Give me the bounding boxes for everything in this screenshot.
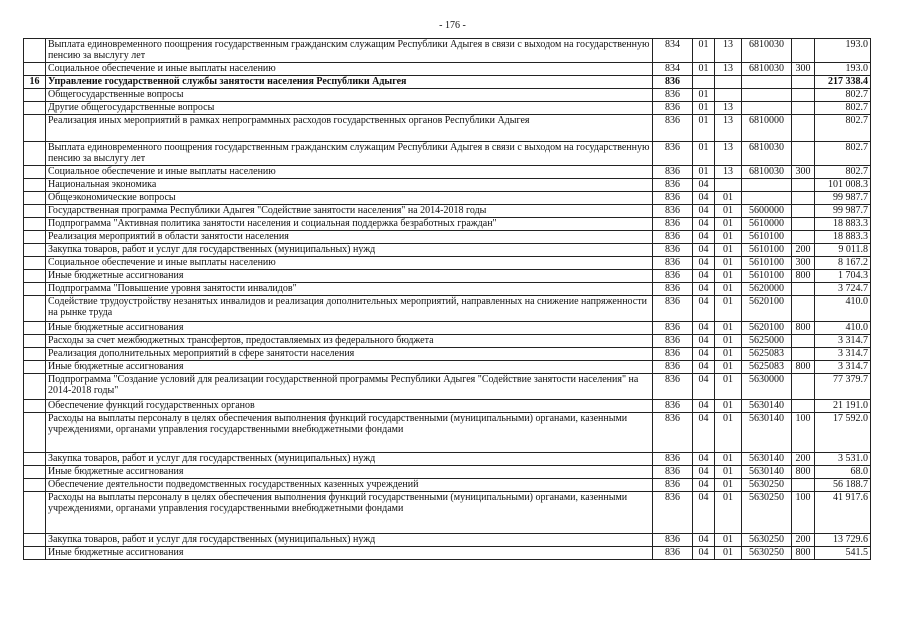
subsection-cell: 01	[715, 466, 742, 479]
row-number-cell	[24, 89, 46, 102]
expense-type-cell	[792, 89, 815, 102]
expense-type-cell: 200	[792, 244, 815, 257]
row-name-cell: Управление государственной службы занятости населения Республики Адыгея	[46, 76, 653, 89]
row-number-cell	[24, 479, 46, 492]
expense-type-cell	[792, 76, 815, 89]
expense-type-cell	[792, 479, 815, 492]
ministry-code-cell: 834	[653, 63, 693, 76]
row-name-cell: Подпрограмма "Создание условий для реализации государственной программы Республики Адыгея "Содействие занятости населения" на 2014-2018 годы"	[46, 374, 653, 400]
section-cell: 01	[693, 115, 715, 142]
row-name-cell: Реализация мероприятий в области занятости населения	[46, 231, 653, 244]
table-body	[24, 39, 871, 560]
target-article-cell: 5610100	[742, 270, 792, 283]
amount-cell: 1 704.3	[815, 270, 871, 283]
ministry-code-cell: 836	[653, 76, 693, 89]
ministry-code-cell: 836	[653, 400, 693, 413]
target-article-cell: 5610100	[742, 244, 792, 257]
section-cell: 04	[693, 335, 715, 348]
row-number-cell	[24, 115, 46, 142]
target-article-cell: 6810030	[742, 166, 792, 179]
ministry-code-cell: 836	[653, 492, 693, 534]
target-article-cell: 5630250	[742, 479, 792, 492]
subsection-cell: 01	[715, 348, 742, 361]
amount-cell: 99 987.7	[815, 192, 871, 205]
row-number-cell	[24, 492, 46, 534]
subsection-cell: 01	[715, 257, 742, 270]
row-number-cell	[24, 348, 46, 361]
expense-type-cell: 100	[792, 492, 815, 534]
section-cell: 04	[693, 270, 715, 283]
row-number-cell	[24, 231, 46, 244]
table-row	[24, 400, 871, 413]
section-cell: 04	[693, 492, 715, 534]
section-cell: 04	[693, 413, 715, 453]
amount-cell: 77 379.7	[815, 374, 871, 400]
row-name-cell: Общегосударственные вопросы	[46, 89, 653, 102]
row-number-cell	[24, 335, 46, 348]
table-row	[24, 166, 871, 179]
section-cell: 01	[693, 89, 715, 102]
ministry-code-cell: 836	[653, 479, 693, 492]
table-row	[24, 466, 871, 479]
target-article-cell: 5610000	[742, 218, 792, 231]
target-article-cell	[742, 102, 792, 115]
section-cell: 04	[693, 192, 715, 205]
target-article-cell: 6810000	[742, 115, 792, 142]
subsection-cell: 13	[715, 39, 742, 63]
amount-cell: 193.0	[815, 39, 871, 63]
expense-type-cell	[792, 374, 815, 400]
ministry-code-cell: 836	[653, 361, 693, 374]
table-row	[24, 142, 871, 166]
amount-cell: 410.0	[815, 322, 871, 335]
row-name-cell: Расходы на выплаты персоналу в целях обеспечения выполнения функций государственными (муниципальными) органами, казенными учреждениями, органами управления государственными внебюджетными фондами	[46, 413, 653, 453]
section-cell: 04	[693, 205, 715, 218]
ministry-code-cell: 836	[653, 142, 693, 166]
amount-cell: 541.5	[815, 547, 871, 560]
subsection-cell: 01	[715, 296, 742, 322]
expense-type-cell	[792, 142, 815, 166]
target-article-cell: 6810030	[742, 142, 792, 166]
amount-cell: 802.7	[815, 102, 871, 115]
row-name-cell: Государственная программа Республики Адыгея "Содействие занятости населения" на 2014-2018 годы	[46, 205, 653, 218]
expense-type-cell: 800	[792, 466, 815, 479]
table-row	[24, 179, 871, 192]
subsection-cell: 01	[715, 283, 742, 296]
subsection-cell: 13	[715, 166, 742, 179]
table-row	[24, 63, 871, 76]
section-cell: 04	[693, 479, 715, 492]
target-article-cell: 5630140	[742, 413, 792, 453]
section-cell: 04	[693, 453, 715, 466]
ministry-code-cell: 836	[653, 534, 693, 547]
amount-cell: 802.7	[815, 142, 871, 166]
expense-type-cell	[792, 348, 815, 361]
section-cell: 04	[693, 296, 715, 322]
row-number-cell	[24, 283, 46, 296]
table-row	[24, 270, 871, 283]
row-name-cell: Общеэкономические вопросы	[46, 192, 653, 205]
target-article-cell	[742, 179, 792, 192]
expense-type-cell	[792, 400, 815, 413]
expense-type-cell: 200	[792, 453, 815, 466]
subsection-cell: 01	[715, 218, 742, 231]
row-number-cell: 16	[24, 76, 46, 89]
ministry-code-cell: 836	[653, 453, 693, 466]
row-name-cell: Выплата единовременного поощрения государственным гражданским служащим Республики Адыгея в связи с выходом на государственную пенсию за выслугу лет	[46, 142, 653, 166]
row-number-cell	[24, 466, 46, 479]
row-name-cell: Расходы на выплаты персоналу в целях обеспечения выполнения функций государственными (муниципальными) органами, казенными учреждениями, органами управления государственными внебюджетными фондами	[46, 492, 653, 534]
expense-type-cell	[792, 218, 815, 231]
expense-type-cell: 200	[792, 534, 815, 547]
row-name-cell: Иные бюджетные ассигнования	[46, 466, 653, 479]
table-row	[24, 453, 871, 466]
ministry-code-cell: 836	[653, 218, 693, 231]
row-number-cell	[24, 102, 46, 115]
table-row	[24, 283, 871, 296]
target-article-cell: 5630000	[742, 374, 792, 400]
table-row	[24, 374, 871, 400]
amount-cell: 41 917.6	[815, 492, 871, 534]
section-cell: 04	[693, 283, 715, 296]
amount-cell: 193.0	[815, 63, 871, 76]
row-number-cell	[24, 244, 46, 257]
ministry-code-cell: 836	[653, 205, 693, 218]
row-name-cell: Закупка товаров, работ и услуг для государственных (муниципальных) нужд	[46, 453, 653, 466]
section-cell: 04	[693, 361, 715, 374]
expense-type-cell	[792, 296, 815, 322]
ministry-code-cell: 836	[653, 244, 693, 257]
row-name-cell: Социальное обеспечение и иные выплаты населению	[46, 166, 653, 179]
subsection-cell: 13	[715, 115, 742, 142]
table-row	[24, 492, 871, 534]
expense-type-cell	[792, 283, 815, 296]
row-number-cell	[24, 547, 46, 560]
row-number-cell	[24, 63, 46, 76]
row-name-cell: Подпрограмма "Активная политика занятости населения и социальная поддержка безработных граждан"	[46, 218, 653, 231]
target-article-cell	[742, 76, 792, 89]
table-row	[24, 348, 871, 361]
amount-cell: 410.0	[815, 296, 871, 322]
target-article-cell: 5625083	[742, 361, 792, 374]
row-name-cell: Реализация дополнительных мероприятий в сфере занятости населения	[46, 348, 653, 361]
ministry-code-cell: 836	[653, 322, 693, 335]
ministry-code-cell: 836	[653, 257, 693, 270]
section-cell: 01	[693, 166, 715, 179]
table-row	[24, 413, 871, 453]
table-row	[24, 479, 871, 492]
section-cell: 04	[693, 534, 715, 547]
ministry-code-cell: 836	[653, 115, 693, 142]
subsection-cell: 01	[715, 534, 742, 547]
expense-type-cell: 300	[792, 166, 815, 179]
subsection-cell: 01	[715, 192, 742, 205]
target-article-cell: 5630140	[742, 400, 792, 413]
ministry-code-cell: 836	[653, 102, 693, 115]
row-number-cell	[24, 142, 46, 166]
target-article-cell: 5620000	[742, 283, 792, 296]
expense-type-cell: 300	[792, 257, 815, 270]
expense-type-cell	[792, 192, 815, 205]
target-article-cell	[742, 89, 792, 102]
row-number-cell	[24, 534, 46, 547]
section-cell: 01	[693, 142, 715, 166]
subsection-cell	[715, 179, 742, 192]
table-row	[24, 115, 871, 142]
row-name-cell: Реализация иных мероприятий в рамках непрограммных расходов государственных органов Республики Адыгея	[46, 115, 653, 142]
row-number-cell	[24, 322, 46, 335]
amount-cell: 3 314.7	[815, 348, 871, 361]
row-name-cell: Социальное обеспечение и иные выплаты населению	[46, 63, 653, 76]
target-article-cell: 5620100	[742, 322, 792, 335]
section-cell: 01	[693, 39, 715, 63]
row-name-cell: Закупка товаров, работ и услуг для государственных (муниципальных) нужд	[46, 244, 653, 257]
table-row	[24, 192, 871, 205]
expense-type-cell	[792, 335, 815, 348]
target-article-cell: 5610100	[742, 257, 792, 270]
target-article-cell: 5625000	[742, 335, 792, 348]
row-name-cell: Обеспечение функций государственных органов	[46, 400, 653, 413]
subsection-cell: 01	[715, 335, 742, 348]
table-row	[24, 89, 871, 102]
subsection-cell	[715, 89, 742, 102]
expense-type-cell: 800	[792, 547, 815, 560]
target-article-cell: 5630250	[742, 547, 792, 560]
row-number-cell	[24, 192, 46, 205]
row-name-cell: Иные бюджетные ассигнования	[46, 322, 653, 335]
row-name-cell: Другие общегосударственные вопросы	[46, 102, 653, 115]
page-number: - 176 -	[439, 20, 466, 31]
row-name-cell: Обеспечение деятельности подведомственных государственных казенных учреждений	[46, 479, 653, 492]
expense-type-cell	[792, 115, 815, 142]
table-row	[24, 322, 871, 335]
target-article-cell: 5620100	[742, 296, 792, 322]
table-row	[24, 534, 871, 547]
row-name-cell: Социальное обеспечение и иные выплаты населению	[46, 257, 653, 270]
subsection-cell: 01	[715, 374, 742, 400]
table-row	[24, 218, 871, 231]
section-cell	[693, 76, 715, 89]
table-row	[24, 39, 871, 63]
row-number-cell	[24, 361, 46, 374]
row-name-cell: Иные бюджетные ассигнования	[46, 270, 653, 283]
row-number-cell	[24, 374, 46, 400]
subsection-cell: 01	[715, 244, 742, 257]
target-article-cell: 6810030	[742, 63, 792, 76]
ministry-code-cell: 836	[653, 270, 693, 283]
amount-cell: 3 724.7	[815, 283, 871, 296]
amount-cell: 3 314.7	[815, 335, 871, 348]
row-number-cell	[24, 257, 46, 270]
subsection-cell: 01	[715, 361, 742, 374]
expense-type-cell: 800	[792, 322, 815, 335]
amount-cell: 21 191.0	[815, 400, 871, 413]
expense-type-cell	[792, 231, 815, 244]
target-article-cell: 5630140	[742, 466, 792, 479]
subsection-cell: 01	[715, 453, 742, 466]
row-name-cell: Иные бюджетные ассигнования	[46, 547, 653, 560]
section-cell: 04	[693, 374, 715, 400]
subsection-cell: 01	[715, 231, 742, 244]
section-cell: 01	[693, 63, 715, 76]
ministry-code-cell: 836	[653, 374, 693, 400]
ministry-code-cell: 834	[653, 39, 693, 63]
amount-cell: 56 188.7	[815, 479, 871, 492]
ministry-code-cell: 836	[653, 283, 693, 296]
row-number-cell	[24, 39, 46, 63]
expense-type-cell: 300	[792, 63, 815, 76]
amount-cell: 802.7	[815, 166, 871, 179]
subsection-cell: 13	[715, 63, 742, 76]
ministry-code-cell: 836	[653, 179, 693, 192]
row-name-cell: Выплата единовременного поощрения государственным гражданским служащим Республики Адыгея в связи с выходом на государственную пенсию за выслугу лет	[46, 39, 653, 63]
section-cell: 04	[693, 466, 715, 479]
target-article-cell	[742, 192, 792, 205]
expense-type-cell	[792, 179, 815, 192]
row-number-cell	[24, 453, 46, 466]
amount-cell: 18 883.3	[815, 231, 871, 244]
expense-type-cell: 800	[792, 270, 815, 283]
target-article-cell: 6810030	[742, 39, 792, 63]
target-article-cell: 5630250	[742, 492, 792, 534]
section-cell: 01	[693, 102, 715, 115]
section-cell: 04	[693, 179, 715, 192]
subsection-cell: 01	[715, 479, 742, 492]
section-cell: 04	[693, 322, 715, 335]
amount-cell: 17 592.0	[815, 413, 871, 453]
table-row	[24, 335, 871, 348]
expense-type-cell: 800	[792, 361, 815, 374]
subsection-cell	[715, 76, 742, 89]
amount-cell: 8 167.2	[815, 257, 871, 270]
expense-type-cell	[792, 39, 815, 63]
row-number-cell	[24, 270, 46, 283]
ministry-code-cell: 836	[653, 192, 693, 205]
row-name-cell: Иные бюджетные ассигнования	[46, 361, 653, 374]
amount-cell: 101 008.3	[815, 179, 871, 192]
amount-cell: 13 729.6	[815, 534, 871, 547]
section-cell: 04	[693, 348, 715, 361]
section-cell: 04	[693, 257, 715, 270]
table-row	[24, 231, 871, 244]
target-article-cell: 5610100	[742, 231, 792, 244]
table-row	[24, 257, 871, 270]
row-number-cell	[24, 166, 46, 179]
amount-cell: 3 531.0	[815, 453, 871, 466]
row-name-cell: Национальная экономика	[46, 179, 653, 192]
amount-cell: 802.7	[815, 89, 871, 102]
subsection-cell: 01	[715, 322, 742, 335]
ministry-code-cell: 836	[653, 335, 693, 348]
ministry-code-cell: 836	[653, 166, 693, 179]
subsection-cell: 01	[715, 270, 742, 283]
amount-cell: 217 338.4	[815, 76, 871, 89]
ministry-code-cell: 836	[653, 89, 693, 102]
row-number-cell	[24, 218, 46, 231]
row-number-cell	[24, 179, 46, 192]
table-row	[24, 76, 871, 89]
subsection-cell: 01	[715, 413, 742, 453]
target-article-cell: 5630250	[742, 534, 792, 547]
table-row	[24, 102, 871, 115]
section-cell: 04	[693, 400, 715, 413]
expense-type-cell: 100	[792, 413, 815, 453]
expense-type-cell	[792, 205, 815, 218]
target-article-cell: 5625083	[742, 348, 792, 361]
table-row	[24, 244, 871, 257]
section-cell: 04	[693, 547, 715, 560]
ministry-code-cell: 836	[653, 466, 693, 479]
subsection-cell: 01	[715, 205, 742, 218]
amount-cell: 99 987.7	[815, 205, 871, 218]
ministry-code-cell: 836	[653, 348, 693, 361]
ministry-code-cell: 836	[653, 231, 693, 244]
subsection-cell: 13	[715, 102, 742, 115]
subsection-cell: 01	[715, 400, 742, 413]
section-cell: 04	[693, 231, 715, 244]
target-article-cell: 5600000	[742, 205, 792, 218]
amount-cell: 9 011.8	[815, 244, 871, 257]
row-number-cell	[24, 413, 46, 453]
budget-table	[23, 38, 871, 560]
table-row	[24, 205, 871, 218]
amount-cell: 802.7	[815, 115, 871, 142]
subsection-cell: 13	[715, 142, 742, 166]
target-article-cell: 5630140	[742, 453, 792, 466]
section-cell: 04	[693, 218, 715, 231]
row-number-cell	[24, 400, 46, 413]
subsection-cell: 01	[715, 492, 742, 534]
ministry-code-cell: 836	[653, 547, 693, 560]
row-name-cell: Содействие трудоустройству незанятых инвалидов и реализация дополнительных мероприятий, направленных на снижение напряженности на рынке труда	[46, 296, 653, 322]
table-row	[24, 296, 871, 322]
expense-type-cell	[792, 102, 815, 115]
amount-cell: 68.0	[815, 466, 871, 479]
table-row	[24, 361, 871, 374]
amount-cell: 3 314.7	[815, 361, 871, 374]
row-number-cell	[24, 296, 46, 322]
table-row	[24, 547, 871, 560]
amount-cell: 18 883.3	[815, 218, 871, 231]
subsection-cell: 01	[715, 547, 742, 560]
section-cell: 04	[693, 244, 715, 257]
ministry-code-cell: 836	[653, 296, 693, 322]
row-number-cell	[24, 205, 46, 218]
ministry-code-cell: 836	[653, 413, 693, 453]
row-name-cell: Подпрограмма "Повышение уровня занятости инвалидов"	[46, 283, 653, 296]
row-name-cell: Закупка товаров, работ и услуг для государственных (муниципальных) нужд	[46, 534, 653, 547]
row-name-cell: Расходы за счет межбюджетных трансфертов, предоставляемых из федерального бюджета	[46, 335, 653, 348]
